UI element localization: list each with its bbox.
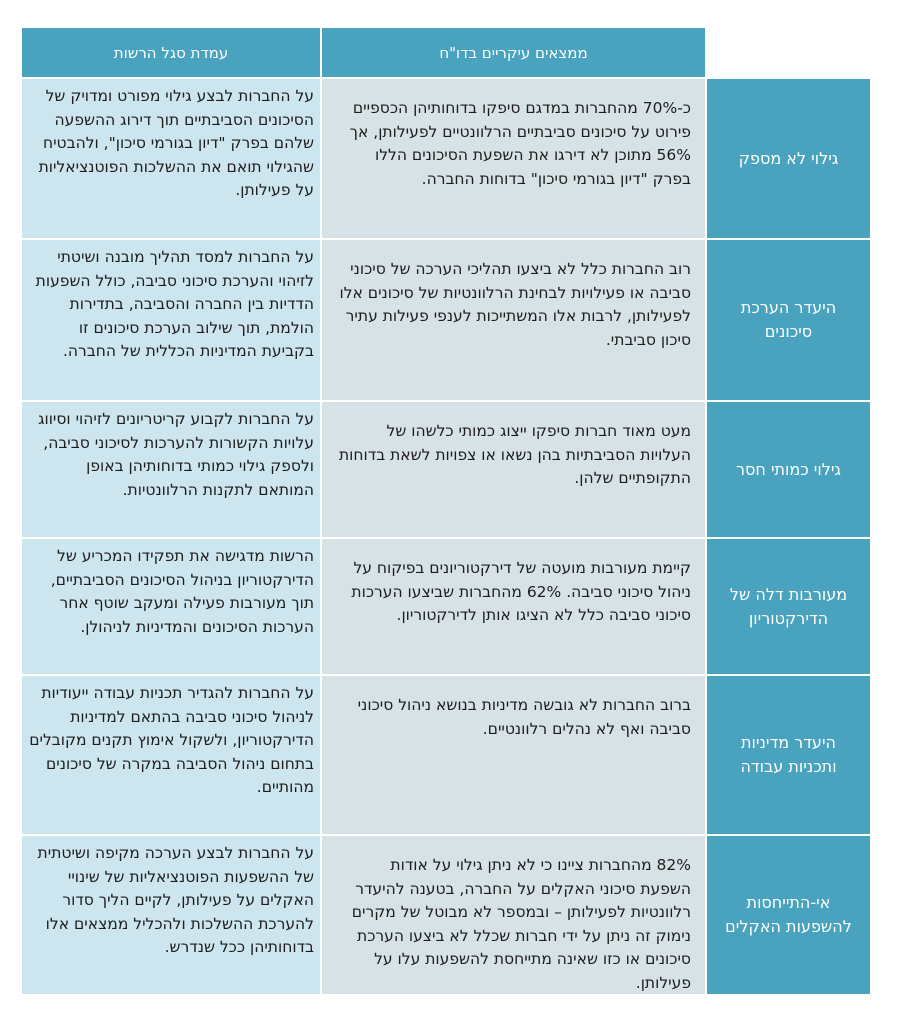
table-row [22,79,870,238]
findings-cell: כ-70% מהחברות במדגם סיפקו בדוחותיהן הכספיים פירוט על סיכונים סביבתיים הרלוונטיים לפעילותן, אך 56% מתוכן לא דירגו את השפעת הסיכונים הללו בפרק "דיון בגורמי סיכון" בדוחות החברה. [322,79,705,238]
findings-cell: מעט מאוד חברות סיפקו ייצוג כמותי כלשהו של העלויות הסביבתיות בהן נשאו או צפויות לשאת בדוחות התקופתיים שלהן. [322,402,705,537]
issue-cell: גילוי לא מספק [707,79,870,238]
table-row [22,539,870,674]
stance-cell: על החברות למסד תהליך מובנה ושיטתי לזיהוי והערכת סיכוני סביבה, כולל השפעות הדדיות בין החברה והסביבה, בתדירות הולמת, תוך שילוב הערכת סיכונים זו בקביעת המדיניות הכללית של החברה. [22,240,320,400]
stance-cell: הרשות מדגישה את תפקידו המכריע של הדירקטוריון בניהול הסיכונים הסביבתיים, תוך מעורבות פעילה ומעקב שוטף אחר הערכות הסיכונים והמדיניות לניהולן. [22,539,320,674]
issue-cell: היעדר הערכת סיכונים [707,240,870,400]
issue-cell: היעדר מדיניות ותכניות עבודה [707,676,870,834]
findings-cell: קיימת מעורבות מועטה של דירקטוריונים בפיקוח על ניהול סיכוני סביבה. 62% מהחברות שביצעו הערכות סיכוני סביבה כלל לא הציגו אותן לדירקטוריון. [322,539,705,674]
table-row [22,402,870,537]
risk-findings-table [22,28,870,994]
table-row [22,836,870,994]
issue-cell: גילוי כמותי חסר [707,402,870,537]
stance-cell: על החברות לבצע הערכה מקיפה ושיטתית של ההשפעות הפוטנציאליות של שינויי האקלים על פעילותן, לקיים הליך סדור להערכת ההשלכות ולהכליל ממצאים אלו בדוחותיהן ככל שנדרש. [22,836,320,994]
findings-cell: רוב החברות כלל לא ביצעו תהליכי הערכה של סיכוני סביבה או פעילויות לבחינת הרלוונטיות של סיכונים אלו לפעילותן, לרבות אלו המשתייכות לענפי פעילות עתיר סיכון סביבתי. [322,240,705,400]
table-row [22,676,870,834]
stance-cell: על החברות להגדיר תכניות עבודה ייעודיות לניהול סיכוני סביבה בהתאם למדיניות הדירקטוריון, ולשקול אימוץ תקנים מקובלים בתחום ניהול הסביבה במקרה של סיכונים מהותיים. [22,676,320,834]
issue-cell: אי-התייחסות להשפעות האקלים [707,836,870,994]
stance-cell: על החברות לקבוע קריטריונים לזיהוי וסיווג עלויות הקשורות להערכות לסיכוני סביבה, ולספק גילוי כמותי בדוחותיהן באופן המותאם לתקנות הרלוונטיות. [22,402,320,537]
findings-cell: 82% מהחברות ציינו כי לא ניתן גילוי על אודות השפעת סיכוני האקלים על החברה, בטענה להיעדר רלוונטיות לפעילותן – ובמספר לא מבוטל של מקרים נימוק זה ניתן על ידי חברות שכלל לא ביצעו הערכת סיכונים או כזו שאינה מתייחסת להשפעות עלו על פעילותן. [322,836,705,994]
issue-cell: מעורבות דלה של הדירקטוריון [707,539,870,674]
header-findings: ממצאים עיקריים בדו"ח [322,28,705,77]
findings-cell: ברוב החברות לא גובשה מדיניות בנושא ניהול סיכוני סביבה ואף לא נהלים רלוונטיים. [322,676,705,834]
table-row [22,240,870,400]
table-header [22,28,870,77]
stance-cell: על החברות לבצע גילוי מפורט ומדויק של הסיכונים הסביבתיים תוך דירוג ההשפעה שלהם בפרק "דיון בגורמי סיכון", ולהבטיח שהגילוי תואם את ההשלכות הפוטנציאליות על פעילותן. [22,79,320,238]
header-stance: עמדת סגל הרשות [22,28,320,77]
